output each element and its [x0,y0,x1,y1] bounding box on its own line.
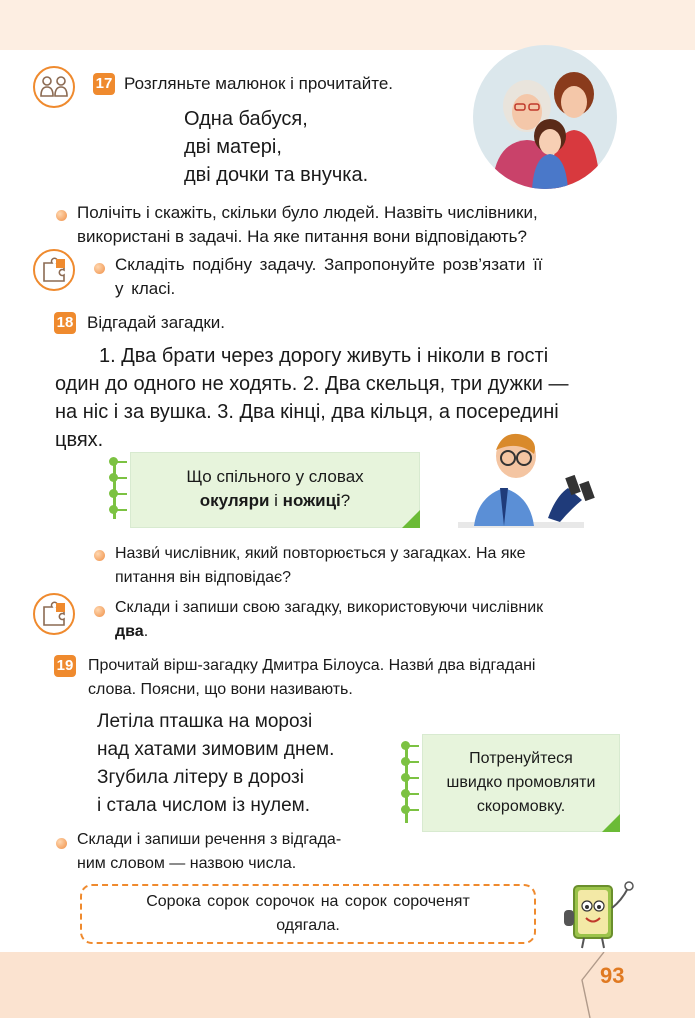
text-line [115,620,543,644]
text-line: Склади і запиши свою загадку, використовуючи числівник [115,599,544,616]
task-19-instruction [88,654,535,702]
task-18-number: 18 [54,312,76,334]
text-line: ним словом — назвою числа. [77,855,297,872]
text-line: використані в задачі. На яке питання вони відповідають? [77,227,527,246]
riddle-line: один до одного не ходять. 2. Два скельця, три дужки — [55,373,569,395]
bullet-dot [56,210,67,221]
poem-line: і стала числом із нулем. [97,795,310,816]
text-line: Складіть подібну задачу. Запропонуйте розв’язати її [115,255,543,274]
task-17-number: 17 [93,73,115,95]
bullet-dot [94,550,105,561]
task-18-instruction: Відгадай загадки. [87,313,226,332]
task-17-poem [184,105,368,189]
bullet-dot [94,263,105,274]
page-number: 93 [600,963,625,988]
note-word: окуляри [199,491,270,510]
top-band [0,0,695,50]
task-19-bullet [77,828,341,876]
puzzle-icon [33,593,75,635]
text-line: питання він відповідає? [115,569,292,586]
text-line: Прочитай вірш-загадку Дмитра Білоуса. Назви́ два відгадані [88,657,536,674]
bullet-dot [56,838,67,849]
riddle-line: 1. Два брати через дорогу живуть і ніколи в гості [99,345,549,367]
note-line: швидко промовляти [446,774,596,791]
poem-line: Летіла пташка на морозі [97,711,313,732]
task-17-instruction: Розгляньте малюнок і прочитайте. [124,74,394,93]
task-17-bullet-1 [77,201,538,249]
poem-line: над хатами зимовим днем. [97,739,335,760]
text-line: Назви́ числівник, який повторюється у загадках. На яке [115,545,526,562]
bold-word: два [115,623,144,640]
task-18-bullet-1 [115,542,526,590]
puzzle-icon [33,249,75,291]
poem-line: Одна бабуся, [184,108,308,130]
text-end: . [143,623,149,640]
tongue-twister-line: Сорока сорок сорочок на сорок сороченят [146,893,470,910]
riddle-line: цвях. [55,429,104,451]
note-line [131,489,419,513]
tongue-twister-box [80,884,536,944]
task-19-number: 19 [54,655,76,677]
note-line: Що спільного у словах [186,467,364,486]
task-17-bullet-2 [115,253,543,301]
people-group-icon [33,66,75,108]
note-word: ? [340,491,351,510]
note-word: і [269,491,283,510]
poem-line: дві дочки та внучка. [184,164,369,186]
note-word: ножиці [282,491,341,510]
family-illustration [472,44,618,190]
text-line: слова. Поясни, що вони називають. [88,681,353,698]
riddle-line: на ніс і за вушка. 3. Два кінці, два кільця, а посередині [55,401,559,423]
text-line: Полічіть і скажіть, скільки було людей. Назвіть числівники, [77,203,538,222]
task-19-poem [97,708,334,820]
task-18-bullet-2 [115,596,543,644]
bullet-dot [94,606,105,617]
book-mascot-illustration [560,878,640,952]
note-line: скоромовку. [476,798,566,815]
boy-with-glasses-illustration [456,426,596,532]
tongue-twister-line: одягала. [276,917,340,934]
task-19-note [422,734,620,832]
poem-line: Згубила літеру в дорозі [97,767,304,788]
text-line: Склади і запиши речення з відгада- [77,831,342,848]
note-line: Потренуйтеся [469,750,573,767]
task-18-note [130,452,420,528]
text-line: у класі. [115,279,176,298]
poem-line: дві матері, [184,136,282,158]
